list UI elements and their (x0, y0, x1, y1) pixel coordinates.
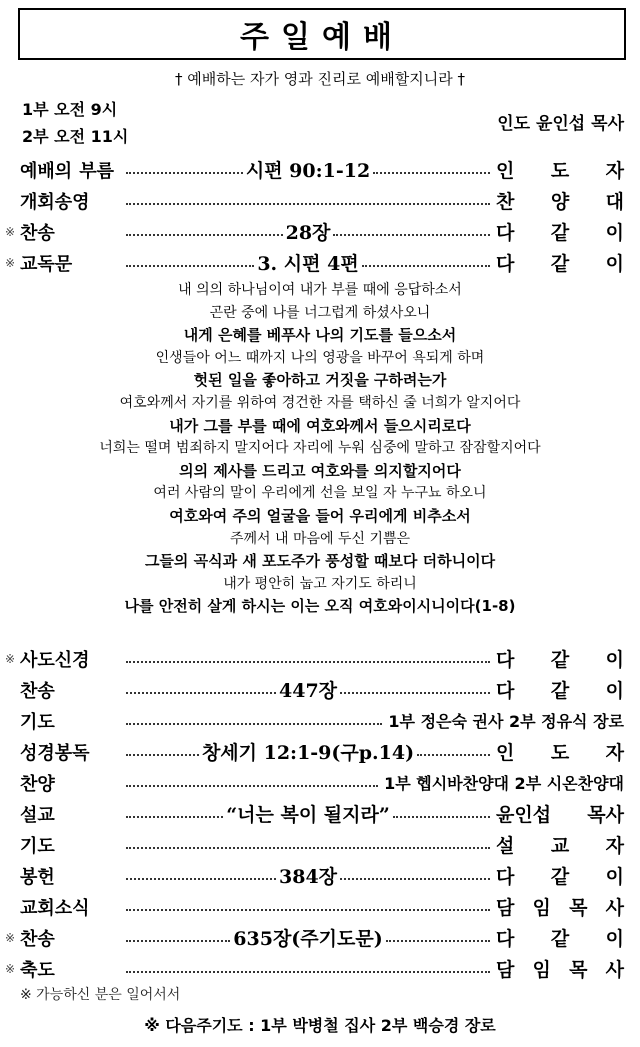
item-person: 다 같 이 (496, 680, 624, 702)
leader-line: 너희는 떨며 범죄하지 말지어다 자리에 누워 심중에 말하고 잠잠할지어다 (99, 440, 541, 457)
dots (126, 234, 283, 236)
item-person: 다 같 이 (496, 253, 624, 275)
dots (126, 847, 490, 849)
worship-item (0, 247, 640, 278)
item-person: 다 같 이 (496, 222, 624, 244)
item-person: 찬 양 대 (496, 191, 624, 213)
item-label: 찬송 (20, 928, 55, 950)
item-person: 1부 헵시바찬양대 2부 시온찬양대 (384, 774, 624, 793)
worship-leader: 인도 윤인섭 목사 (497, 114, 624, 134)
dot-leader (126, 779, 378, 787)
dots (386, 940, 490, 942)
worship-item (0, 829, 640, 860)
dot-leader (126, 218, 490, 245)
item-label: 기도 (20, 835, 55, 857)
leader-line: 곤란 중에 나를 너그럽게 하셨사오니 (209, 304, 431, 321)
leader-line: 주께서 내 마음에 두신 기쁨은 (229, 530, 411, 547)
people-line: 여호와여 주의 얼굴을 들어 우리에게 비추소서 (169, 506, 471, 525)
dot-leader (126, 738, 490, 765)
order-of-worship-top (0, 154, 640, 278)
item-label: 봉헌 (20, 866, 55, 888)
leader-line: 여호와께서 자기를 위하여 경건한 자를 택하신 줄 너희가 알지어다 (119, 394, 521, 411)
item-label: 교회소식 (20, 897, 90, 919)
worship-item (0, 891, 640, 922)
item-label: 찬양 (20, 773, 55, 795)
standing-mark: ※ (4, 961, 16, 976)
people-line: 나를 안전히 살게 하시는 이는 오직 여호와이시니이다(1-8) (124, 597, 516, 616)
dot-leader (126, 903, 490, 911)
item-label: 성경봉독 (20, 742, 90, 764)
item-label: 사도신경 (20, 649, 90, 671)
item-label: 개회송영 (20, 191, 90, 213)
item-label: 축도 (20, 959, 55, 981)
worship-item (0, 798, 640, 829)
people-line: 내게 은혜를 베푸사 나의 기도를 들으소서 (183, 326, 457, 345)
dots (340, 692, 490, 694)
next-week-prayer: ※ 다음주기도 : 1부 박병철 집사 2부 백승경 장로 (144, 1016, 496, 1035)
dots (126, 172, 243, 174)
item-person: 담 임 목 사 (496, 897, 624, 919)
dot-leader (126, 924, 490, 951)
dot-leader (126, 841, 490, 849)
item-label: 찬송 (20, 680, 55, 702)
dot-leader (126, 655, 490, 663)
standing-mark: ※ (4, 651, 16, 666)
leader-line: 내 의의 하나님이여 내가 부를 때에 응답하소서 (178, 282, 462, 298)
dot-leader (126, 676, 490, 703)
item-detail: “너는 복이 될지라” (226, 804, 390, 826)
worship-item (0, 674, 640, 705)
dots (333, 234, 490, 236)
item-label: 교독문 (20, 253, 73, 275)
worship-item (0, 185, 640, 216)
service-times (22, 96, 128, 150)
dot-leader (126, 717, 382, 725)
item-detail: 3. 시편 4편 (257, 253, 359, 275)
standing-mark: ※ (4, 930, 16, 945)
dots (126, 940, 230, 942)
dot-leader (126, 965, 490, 973)
standing-note: ※ 가능하신 분은 일어서서 (20, 987, 181, 1003)
worship-item (0, 705, 640, 736)
dots (362, 265, 490, 267)
worship-item (0, 154, 640, 185)
worship-item (0, 643, 640, 674)
dot-leader (126, 156, 490, 183)
worship-item (0, 216, 640, 247)
item-person: 담 임 목 사 (496, 959, 624, 981)
page-title: 주일예배 (240, 20, 404, 55)
worship-item (0, 767, 640, 798)
people-line: 내가 그를 부를 때에 여호와께서 들으시리로다 (169, 416, 471, 435)
service-time-1: 1부 오전 9시 (22, 100, 118, 119)
dots (126, 265, 254, 267)
item-detail: 28장 (285, 222, 331, 244)
subtitle: † 예배하는 자가 영과 진리로 예배할지니라 † (175, 70, 465, 88)
item-person: 다 같 이 (496, 928, 624, 950)
item-detail: 447장 (279, 680, 338, 702)
item-person: 인 도 자 (496, 742, 624, 764)
leader-line: 인생들아 어느 때까지 나의 영광을 바꾸어 욕되게 하며 (155, 349, 485, 366)
dots (126, 785, 378, 787)
leader-line: 내가 평안히 눕고 자기도 하리니 (223, 575, 417, 592)
dots (126, 816, 223, 818)
item-detail: 시편 90:1-12 (245, 160, 371, 182)
dots (393, 816, 490, 818)
item-person: 윤인섭 목사 (496, 804, 624, 826)
dots (126, 754, 199, 756)
people-line: 헛된 일을 좋아하고 거짓을 구하려는가 (193, 371, 447, 390)
item-person: 1부 정은숙 권사 2부 정유식 장로 (388, 712, 624, 731)
item-label: 기도 (20, 711, 55, 733)
dot-leader (126, 800, 490, 827)
item-detail: 창세기 12:1-9(구p.14) (201, 742, 415, 764)
dot-leader (126, 862, 490, 889)
title-box (18, 8, 626, 60)
standing-mark: ※ (4, 255, 16, 270)
worship-item (0, 953, 640, 984)
item-label: 설교 (20, 804, 55, 826)
order-of-worship-bottom (0, 643, 640, 984)
item-person: 인 도 자 (496, 160, 624, 182)
item-label: 예배의 부름 (20, 160, 114, 182)
dots (340, 878, 490, 880)
dots (126, 909, 490, 911)
item-detail: 384장 (279, 866, 338, 888)
dots (417, 754, 490, 756)
item-person: 설 교 자 (496, 835, 624, 857)
dot-leader (126, 249, 490, 276)
item-detail: 635장(주기도문) (233, 928, 383, 950)
dots (126, 878, 276, 880)
people-line: 의의 제사를 드리고 여호와를 의지할지어다 (179, 461, 461, 480)
leader-line: 여러 사람의 말이 우리에게 선을 보일 자 누구뇨 하오니 (153, 485, 487, 502)
dots (126, 971, 490, 973)
dots (373, 172, 490, 174)
dots (126, 692, 276, 694)
item-person: 다 같 이 (496, 866, 624, 888)
dots (126, 203, 490, 205)
dots (126, 661, 490, 663)
dot-leader (126, 197, 490, 205)
responsive-reading (0, 279, 640, 618)
worship-item (0, 922, 640, 953)
item-label: 찬송 (20, 222, 55, 244)
service-time-2: 2부 오전 11시 (22, 127, 129, 146)
people-line: 그들의 곡식과 새 포도주가 풍성할 때보다 더하니이다 (144, 552, 496, 571)
dots (126, 723, 382, 725)
item-person: 다 같 이 (496, 649, 624, 671)
worship-item (0, 860, 640, 891)
worship-item (0, 736, 640, 767)
standing-mark: ※ (4, 224, 16, 239)
